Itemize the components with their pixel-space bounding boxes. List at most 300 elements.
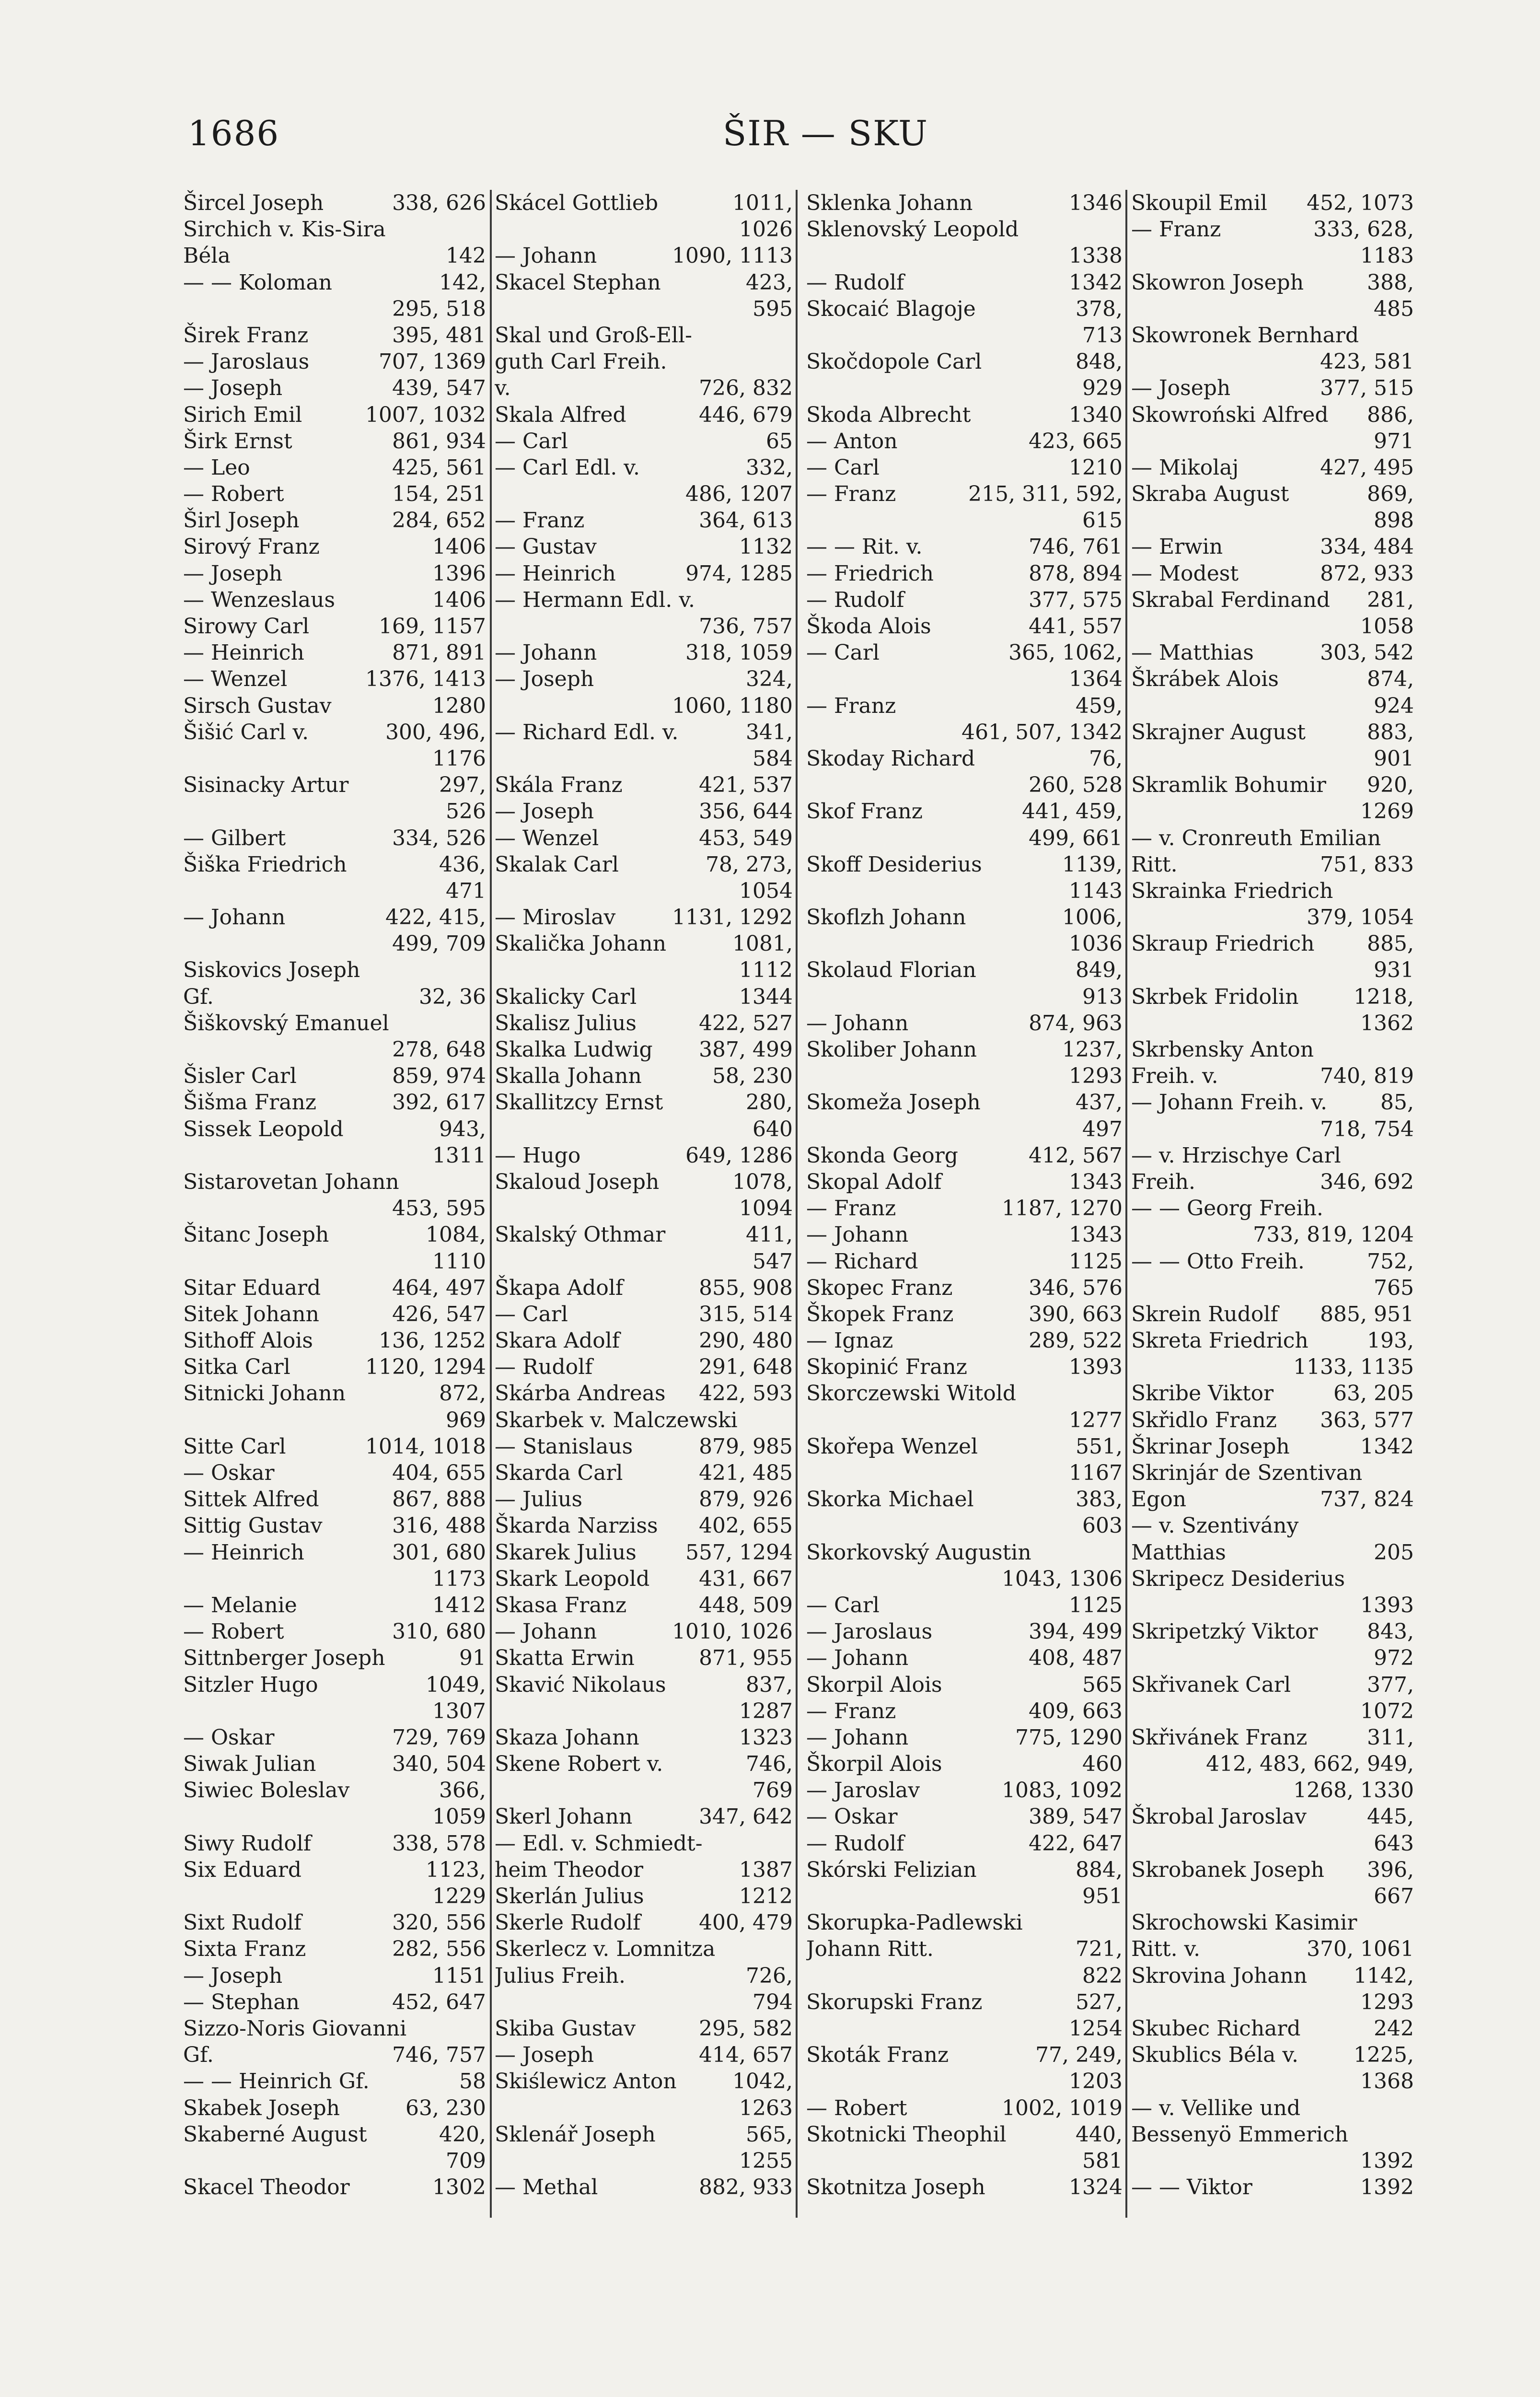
entry-pages: 1346 [1069, 191, 1123, 215]
index-entry [183, 534, 486, 560]
index-entry [495, 1566, 793, 1592]
entry-pages: 76, [1089, 746, 1123, 771]
index-entry [1131, 1618, 1414, 1645]
entry-name: Skárba Andreas [495, 1381, 666, 1406]
entry-name: — Johann [806, 1011, 909, 1036]
entry-name: — Joseph [495, 2043, 594, 2068]
entry-pages: 1094 [739, 1196, 793, 1221]
index-entry [1131, 878, 1414, 904]
entry-name: Skoták Franz [806, 2043, 949, 2068]
index-entry [806, 1883, 1123, 1909]
entry-pages: 874, 963 [1029, 1011, 1123, 1036]
index-entry [183, 2015, 486, 2042]
index-entry [495, 1698, 793, 1724]
entry-pages: 1187, 1270 [1002, 1196, 1123, 1221]
entry-pages: 1393 [1360, 1593, 1414, 1617]
entry-pages: 215, 311, 592, [968, 482, 1123, 507]
entry-name: Skavić Nikolaus [495, 1672, 666, 1697]
entry-name: — Franz [806, 482, 896, 507]
index-entry [495, 322, 793, 349]
index-entry [806, 745, 1123, 772]
index-entry [806, 243, 1123, 269]
entry-name: Skřivánek Franz [1131, 1725, 1308, 1750]
index-entry [495, 1380, 793, 1407]
entry-name: — Joseph [1131, 376, 1231, 401]
entry-pages: 752, [1367, 1249, 1414, 1274]
entry-pages: 320, 556 [392, 1910, 486, 1935]
entry-pages: 1406 [432, 535, 486, 559]
entry-pages: 334, 484 [1320, 535, 1414, 559]
entry-pages: 412, 483, 662, 949, [1206, 1752, 1414, 1777]
index-entry [1131, 1327, 1414, 1354]
entry-name: Skalička Johann [495, 931, 667, 956]
entry-pages: 855, 908 [699, 1275, 793, 1300]
index-entry [1131, 613, 1414, 640]
index-entry [183, 507, 486, 534]
entry-pages: 205 [1374, 1540, 1414, 1565]
entry-pages: 295, 582 [699, 2016, 793, 2041]
index-entry [1131, 269, 1414, 296]
entry-name: Šiška Friedrich [183, 852, 347, 877]
index-entry [495, 190, 793, 216]
index-entry [806, 1354, 1123, 1380]
entry-name: — Rudolf [806, 587, 904, 612]
entry-pages: 526 [446, 799, 486, 824]
entry-name: — Stanislaus [495, 1434, 633, 1459]
entry-pages: 377, 515 [1320, 376, 1414, 401]
entry-name: — Methal [495, 2175, 598, 2200]
entry-pages: 154, 251 [392, 482, 486, 507]
entry-pages: 303, 542 [1320, 640, 1414, 665]
entry-name: Skalak Carl [495, 852, 619, 877]
index-entry [495, 1936, 793, 1962]
entry-name: Šišić Carl v. [183, 720, 309, 745]
index-entry [806, 1301, 1123, 1327]
entry-name: Siwak Julian [183, 1752, 316, 1777]
entry-pages: 409, 663 [1029, 1699, 1123, 1723]
entry-pages: 1342 [1069, 270, 1123, 295]
index-entry [495, 454, 793, 481]
entry-pages: 878, 894 [1029, 561, 1123, 586]
entry-name: — Julius [495, 1487, 583, 1512]
entry-pages: 441, 557 [1029, 614, 1123, 639]
index-entry [495, 613, 793, 640]
index-entry [1131, 1063, 1414, 1089]
entry-name: Sitte Carl [183, 1434, 286, 1459]
index-entry [1131, 1195, 1414, 1222]
index-entry [495, 1010, 793, 1036]
entry-name: — Franz [806, 1699, 896, 1723]
entry-name: — v. Szentivány [1131, 1513, 1299, 1538]
index-entry [1131, 904, 1414, 931]
entry-name: — — Otto Freih. [1131, 1249, 1305, 1274]
index-entry [1131, 322, 1414, 349]
index-entry [495, 1327, 793, 1354]
entry-pages: 1078, [732, 1169, 793, 1194]
index-entry [183, 587, 486, 613]
entry-name: Širk Ernst [183, 429, 292, 454]
entry-pages: 1167 [1069, 1461, 1123, 1485]
entry-name: Sixta Franz [183, 1937, 306, 1962]
entry-name: Skála Franz [495, 773, 623, 798]
entry-pages: 390, 663 [1029, 1302, 1123, 1326]
entry-pages: 1364 [1069, 667, 1123, 692]
entry-name: Šisler Carl [183, 1064, 297, 1089]
entry-pages: 1176 [432, 746, 486, 771]
index-entry [183, 1857, 486, 1883]
index-entry [806, 1327, 1123, 1354]
entry-name: — — Heinrich Gf. [183, 2069, 370, 2094]
entry-pages: 1343 [1069, 1222, 1123, 1247]
entry-name: — — Viktor [1131, 2175, 1252, 2200]
entry-name: Skopal Adolf [806, 1169, 942, 1194]
index-entry [806, 1645, 1123, 1671]
entry-pages: 1340 [1069, 402, 1123, 427]
index-entry [1131, 1645, 1414, 1671]
entry-pages: 615 [1082, 508, 1123, 533]
entry-name: — Joseph [183, 561, 283, 586]
index-entry [806, 931, 1123, 957]
entry-name: Šitanc Joseph [183, 1222, 329, 1247]
entry-name: — Johann [806, 1725, 909, 1750]
index-entry [806, 1063, 1123, 1089]
entry-pages: 300, 496, [385, 720, 486, 745]
index-entry [495, 2015, 793, 2042]
index-entry [806, 904, 1123, 931]
entry-name: Skaza Johann [495, 1725, 639, 1750]
entry-name: Skalisz Julius [495, 1011, 637, 1036]
entry-name: — Jaroslav [806, 1778, 920, 1803]
entry-name: Skorczewski Witold [806, 1381, 1017, 1406]
index-entry [183, 2042, 486, 2068]
index-entry [806, 322, 1123, 349]
entry-pages: 1269 [1360, 799, 1414, 824]
entry-name: — v. Cronreuth Emilian [1131, 826, 1381, 850]
index-entry [1131, 587, 1414, 613]
entry-pages: 366, [439, 1778, 486, 1803]
index-entry [183, 1672, 486, 1698]
entry-name: Sitar Eduard [183, 1275, 321, 1300]
entry-pages: 1084, [426, 1222, 486, 1247]
entry-name: Škopek Franz [806, 1302, 954, 1326]
entry-name: — Johann [183, 905, 286, 930]
entry-name: Skrovina Johann [1131, 1963, 1308, 1988]
index-entry [183, 1327, 486, 1354]
index-entry [806, 1963, 1123, 1989]
index-entry [183, 1963, 486, 1989]
index-entry [806, 2174, 1123, 2200]
index-entry [183, 190, 486, 216]
entry-pages: 849, [1076, 958, 1123, 983]
index-entry [1131, 1539, 1414, 1566]
index-entry [495, 1169, 793, 1195]
entry-pages: 338, 626 [392, 191, 486, 215]
entry-pages: 383, [1076, 1487, 1123, 1512]
entry-name: Skraba August [1131, 482, 1289, 507]
entry-pages: 920, [1367, 773, 1414, 798]
entry-pages: 78, 273, [706, 852, 793, 877]
entry-name: Skramlik Bohumir [1131, 773, 1326, 798]
index-entry [1131, 1142, 1414, 1169]
index-entry [495, 216, 793, 243]
entry-name: Skonda Georg [806, 1143, 958, 1168]
entry-name: Skrajner August [1131, 720, 1306, 745]
entry-name: Skočdopole Carl [806, 349, 982, 374]
entry-name: — Johann [806, 1646, 909, 1671]
entry-name: — Oskar [183, 1461, 275, 1485]
entry-pages: 1392 [1360, 2175, 1414, 2200]
index-entry [495, 1142, 793, 1169]
entry-pages: 452, 647 [392, 1990, 486, 2014]
index-entry [1131, 1909, 1414, 1936]
index-entry [1131, 931, 1414, 957]
entry-pages: 453, 549 [699, 826, 793, 850]
entry-name: Skal und Groß-Ell- [495, 323, 692, 348]
entry-pages: 871, 955 [699, 1646, 793, 1671]
index-entry [183, 931, 486, 957]
entry-pages: 311, [1367, 1725, 1414, 1750]
entry-pages: 848, [1076, 349, 1123, 374]
index-entry [495, 1857, 793, 1883]
entry-name: — Ignaz [806, 1328, 893, 1353]
entry-pages: 886, [1367, 402, 1414, 427]
entry-pages: 422, 527 [699, 1011, 793, 1036]
index-entry [806, 1513, 1123, 1539]
index-entry [806, 2095, 1123, 2121]
entry-name: Skublics Béla v. [1131, 2043, 1298, 2068]
index-entry [1131, 2042, 1414, 2068]
entry-pages: 746, 761 [1029, 535, 1123, 559]
index-entry [183, 693, 486, 719]
entry-pages: 388, [1367, 270, 1414, 295]
entry-name: Skopec Franz [806, 1275, 953, 1300]
index-entry [495, 1618, 793, 1645]
entry-pages: 1132 [739, 535, 793, 559]
entry-name: Škoda Alois [806, 614, 931, 639]
entry-name: — Rudolf [806, 270, 904, 295]
index-entry [806, 216, 1123, 243]
entry-pages: 464, 497 [392, 1275, 486, 1300]
entry-pages: 1344 [739, 984, 793, 1009]
index-entry [495, 402, 793, 428]
entry-name: Skorupski Franz [806, 1990, 983, 2014]
entry-name: heim Theodor [495, 1857, 644, 1882]
entry-name: — Joseph [183, 376, 283, 401]
index-entry [806, 772, 1123, 798]
entry-pages: 1263 [739, 2095, 793, 2120]
entry-name: — Joseph [495, 667, 594, 692]
index-entry [1131, 825, 1414, 851]
entry-name: Skripecz Desiderius [1131, 1566, 1345, 1591]
index-entry [806, 1460, 1123, 1486]
entry-name: Skark Leopold [495, 1566, 650, 1591]
entry-pages: 421, 485 [699, 1461, 793, 1485]
entry-pages: 426, 547 [392, 1302, 486, 1326]
entry-pages: 746, [746, 1752, 793, 1777]
entry-pages: 318, 1059 [685, 640, 793, 665]
index-entry [495, 1963, 793, 1989]
index-entry [495, 243, 793, 269]
entry-pages: 765 [1374, 1275, 1414, 1300]
entry-name: Sirový Franz [183, 535, 320, 559]
index-entry [1131, 1089, 1414, 1116]
entry-pages: 324, [746, 667, 793, 692]
entry-pages: 347, 642 [699, 1804, 793, 1829]
entry-name: Bessenyö Emmerich [1131, 2122, 1348, 2147]
entry-pages: 422, 647 [1029, 1831, 1123, 1856]
entry-pages: 461, 507, 1342 [961, 720, 1123, 745]
entry-name: — Modest [1131, 561, 1239, 586]
entry-name: Skolaud Florian [806, 958, 976, 983]
entry-pages: 882, 933 [699, 2175, 793, 2200]
index-entry [806, 2148, 1123, 2174]
entry-name: — Carl [806, 1593, 880, 1617]
entry-name: Skoliber Johann [806, 1037, 977, 1062]
entry-pages: 377, [1367, 1672, 1414, 1697]
entry-name: Skrobanek Joseph [1131, 1857, 1325, 1882]
entry-name: — Johann [806, 1222, 909, 1247]
entry-pages: 869, [1367, 482, 1414, 507]
entry-name: Skara Adolf [495, 1328, 620, 1353]
entry-pages: 341, [746, 720, 793, 745]
entry-name: Škrobal Jaroslav [1131, 1804, 1307, 1829]
index-entry [1131, 1116, 1414, 1142]
index-entry [806, 719, 1123, 745]
entry-name: — Robert [806, 2095, 907, 2120]
entry-name: — Heinrich [495, 561, 616, 586]
entry-name: — Melanie [183, 1593, 297, 1617]
entry-pages: 295, 518 [392, 296, 486, 321]
entry-pages: 1323 [739, 1725, 793, 1750]
index-entry [495, 745, 793, 772]
entry-pages: 718, 754 [1320, 1117, 1414, 1141]
entry-pages: 1229 [432, 1884, 486, 1908]
index-entry [806, 1116, 1123, 1142]
entry-name: — — Georg Freih. [1131, 1196, 1323, 1221]
index-entry [495, 1407, 793, 1433]
entry-pages: 1406 [432, 587, 486, 612]
index-entry [1131, 1169, 1414, 1195]
entry-pages: 1139, [1062, 852, 1123, 877]
index-entry [183, 1724, 486, 1751]
entry-pages: 1058 [1360, 614, 1414, 639]
index-entry [806, 1248, 1123, 1275]
index-entry [495, 428, 793, 454]
index-entry [183, 1513, 486, 1539]
entry-name: Sithoff Alois [183, 1328, 313, 1353]
entry-pages: 1393 [1069, 1355, 1123, 1380]
index-entry [806, 1010, 1123, 1036]
entry-name: Šircel Joseph [183, 191, 324, 215]
entry-name: Sixt Rudolf [183, 1910, 302, 1935]
index-entry [183, 1407, 486, 1433]
index-entry [495, 957, 793, 983]
entry-name: Skabek Joseph [183, 2095, 340, 2120]
entry-pages: 32, 36 [419, 984, 486, 1009]
entry-name: — Johann Freih. v. [1131, 1090, 1327, 1115]
entry-name: Skrbensky Anton [1131, 1037, 1314, 1062]
entry-pages: 377, 575 [1029, 587, 1123, 612]
entry-pages: 1277 [1069, 1408, 1123, 1432]
entry-name: Sistarovetan Johann [183, 1169, 399, 1194]
entry-name: Sittig Gustav [183, 1513, 323, 1538]
index-entry [183, 640, 486, 666]
entry-name: Gf. [183, 2043, 214, 2068]
index-entry [495, 1460, 793, 1486]
entry-pages: 291, 648 [699, 1355, 793, 1380]
entry-pages: 726, 832 [699, 376, 793, 401]
index-entry [806, 1830, 1123, 1857]
index-entry [495, 825, 793, 851]
index-entry [495, 560, 793, 587]
index-entry [1131, 1672, 1414, 1698]
index-entry [806, 1989, 1123, 2015]
entry-name: — Johann [495, 244, 597, 268]
index-entry [495, 1645, 793, 1671]
entry-name: Skerl Johann [495, 1804, 633, 1829]
entry-pages: 924 [1374, 693, 1414, 718]
index-entry [1131, 2121, 1414, 2148]
entry-name: — Hermann Edl. v. [495, 587, 695, 612]
entry-pages: 334, 526 [392, 826, 486, 850]
entry-name: — Heinrich [183, 640, 304, 665]
entry-pages: 356, 644 [699, 799, 793, 824]
index-entry [183, 216, 486, 243]
index-entry [495, 1275, 793, 1301]
entry-pages: 943, [439, 1117, 486, 1141]
entry-name: Siwiec Boleslav [183, 1778, 350, 1803]
entry-pages: 898 [1374, 508, 1414, 533]
entry-pages: 874, [1367, 667, 1414, 692]
entry-pages: 1255 [739, 2148, 793, 2173]
entry-pages: 1293 [1069, 1064, 1123, 1089]
entry-pages: 420, [439, 2122, 486, 2147]
index-entry [1131, 719, 1414, 745]
entry-pages: 395, 481 [392, 323, 486, 348]
index-entry [495, 1777, 793, 1804]
entry-name: Širek Franz [183, 323, 309, 348]
entry-pages: 459, [1076, 693, 1123, 718]
entry-pages: 394, 499 [1029, 1619, 1123, 1644]
index-entry [183, 481, 486, 507]
index-entry [1131, 1963, 1414, 1989]
entry-pages: 1120, 1294 [365, 1355, 486, 1380]
index-entry [495, 481, 793, 507]
entry-name: — Franz [1131, 217, 1221, 242]
entry-pages: 884, [1076, 1857, 1123, 1882]
entry-pages: 901 [1374, 746, 1414, 771]
index-entry [806, 1724, 1123, 1751]
index-entry [183, 1089, 486, 1116]
entry-name: Béla [183, 244, 231, 268]
index-column-3 [806, 190, 1123, 2227]
entry-name: — — Koloman [183, 270, 333, 295]
entry-pages: 1307 [432, 1699, 486, 1723]
index-entry [1131, 693, 1414, 719]
entry-pages: 58 [459, 2069, 486, 2094]
index-entry [495, 931, 793, 957]
index-entry [1131, 216, 1414, 243]
entry-pages: 1131, 1292 [672, 905, 793, 930]
entry-pages: 445, [1367, 1804, 1414, 1829]
entry-pages: 740, 819 [1320, 1064, 1414, 1089]
entry-pages: 436, [439, 852, 486, 877]
entry-pages: 497 [1082, 1117, 1123, 1141]
entry-name: — Franz [495, 508, 585, 533]
index-entry [495, 2174, 793, 2200]
index-entry [1131, 1513, 1414, 1539]
index-entry [1131, 1751, 1414, 1777]
